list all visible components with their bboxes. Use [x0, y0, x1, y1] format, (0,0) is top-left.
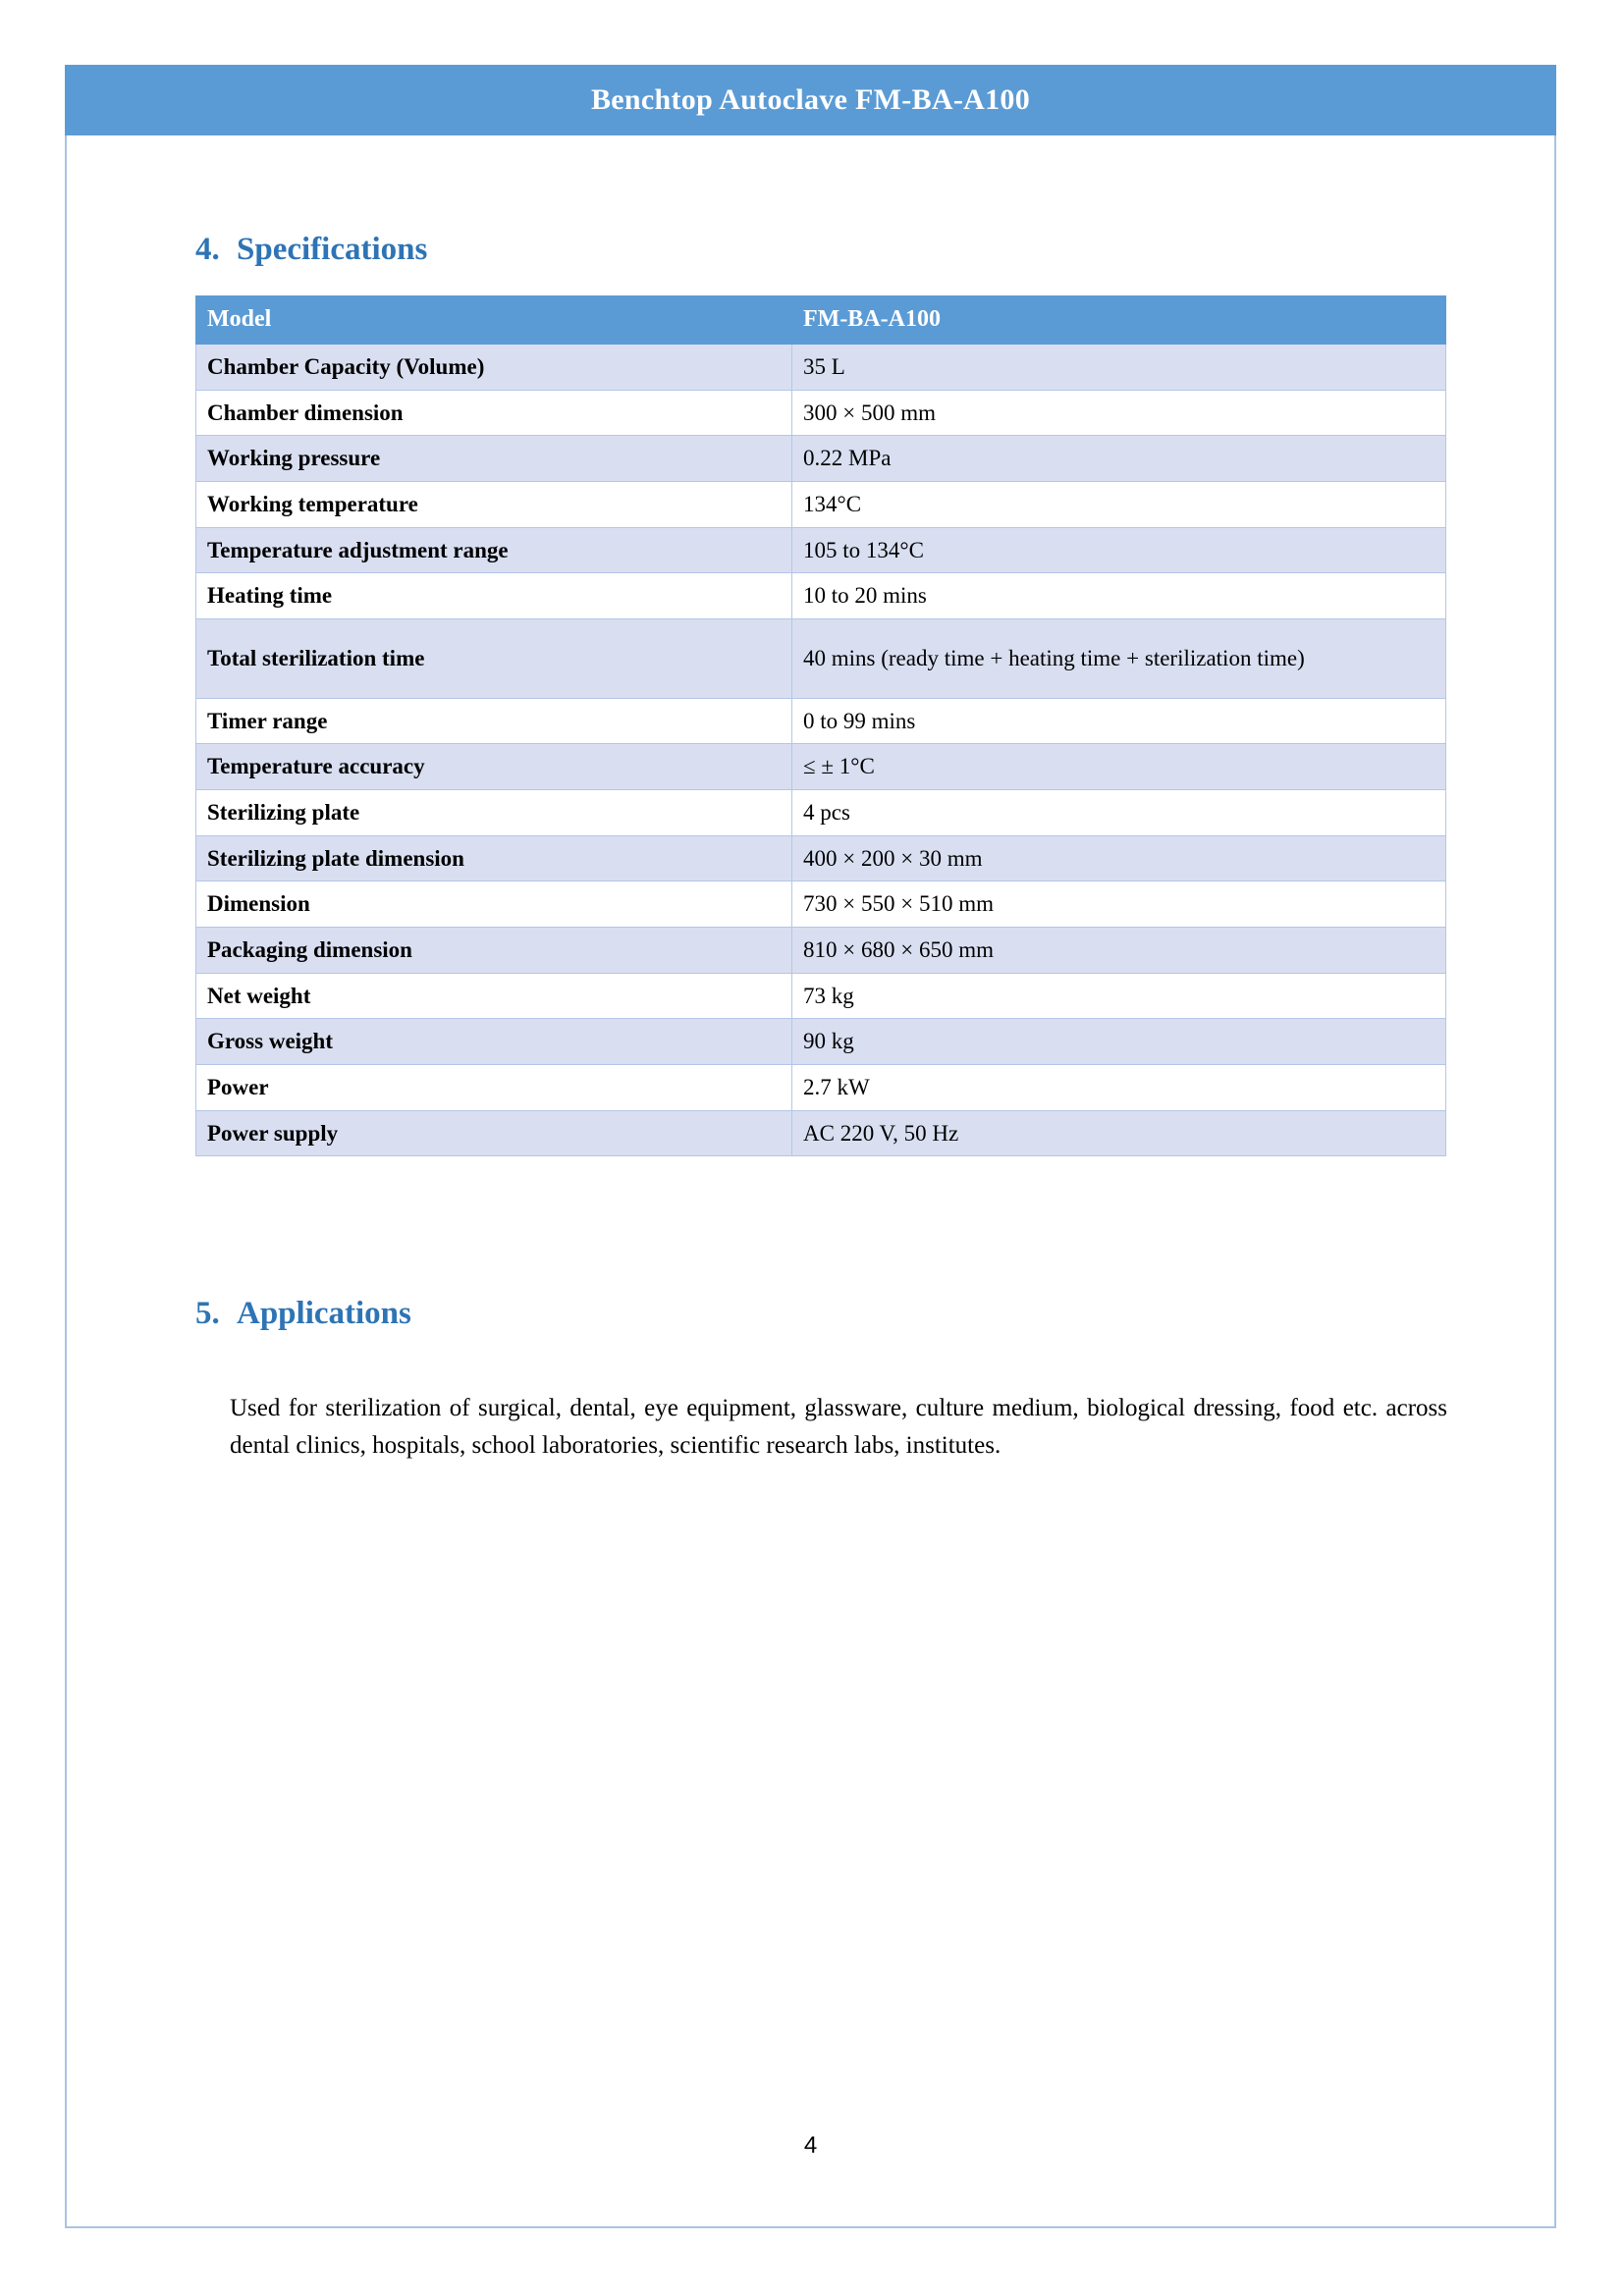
table-row	[196, 527, 1446, 573]
row-value: 4 pcs	[792, 790, 1446, 836]
section-number-specifications: 4.	[195, 232, 220, 267]
row-label: Packaging dimension	[196, 928, 792, 974]
row-value: 10 to 20 mins	[792, 573, 1446, 619]
table-header-label: Model	[196, 296, 792, 345]
row-value: 0 to 99 mins	[792, 698, 1446, 744]
page-content	[65, 135, 1556, 2228]
row-label: Chamber Capacity (Volume)	[196, 345, 792, 391]
table-row	[196, 1110, 1446, 1156]
table-row	[196, 436, 1446, 482]
table-row	[196, 618, 1446, 698]
table-row	[196, 345, 1446, 391]
section-number-applications: 5.	[195, 1296, 220, 1331]
row-label: Timer range	[196, 698, 792, 744]
row-value: AC 220 V, 50 Hz	[792, 1110, 1446, 1156]
row-value: 2.7 kW	[792, 1064, 1446, 1110]
row-label: Total sterilization time	[196, 618, 792, 698]
row-label: Heating time	[196, 573, 792, 619]
section-heading-applications	[195, 1296, 411, 1332]
table-row	[196, 790, 1446, 836]
row-label: Working temperature	[196, 481, 792, 527]
section-title-applications: Applications	[237, 1296, 411, 1331]
row-value: 400 × 200 × 30 mm	[792, 835, 1446, 881]
table-row	[196, 835, 1446, 881]
row-label: Net weight	[196, 973, 792, 1019]
row-label: Gross weight	[196, 1019, 792, 1065]
row-value: 90 kg	[792, 1019, 1446, 1065]
row-value: 134°C	[792, 481, 1446, 527]
table-row	[196, 573, 1446, 619]
row-value: 300 × 500 mm	[792, 390, 1446, 436]
row-label: Temperature adjustment range	[196, 527, 792, 573]
table-row	[196, 973, 1446, 1019]
row-label: Dimension	[196, 881, 792, 928]
table-header-value: FM-BA-A100	[792, 296, 1446, 345]
table-header-row	[196, 296, 1446, 345]
table-row	[196, 744, 1446, 790]
specifications-table	[195, 295, 1446, 1156]
table-row	[196, 928, 1446, 974]
table-row	[196, 390, 1446, 436]
row-value: 73 kg	[792, 973, 1446, 1019]
row-value: 810 × 680 × 650 mm	[792, 928, 1446, 974]
row-label: Sterilizing plate dimension	[196, 835, 792, 881]
row-value: 730 × 550 × 510 mm	[792, 881, 1446, 928]
row-value: 0.22 MPa	[792, 436, 1446, 482]
document-title-banner	[65, 65, 1556, 135]
row-label: Temperature accuracy	[196, 744, 792, 790]
applications-body-text: Used for sterilization of surgical, dental, eye equipment, glassware, culture medium, biological dressing, food etc. across dental clinics, hospitals, school laboratories, scientific research labs, institutes.	[230, 1395, 1447, 1459]
section-heading-specifications	[195, 232, 427, 268]
row-value: 105 to 134°C	[792, 527, 1446, 573]
page-number: 4	[803, 2132, 818, 2159]
table-row	[196, 698, 1446, 744]
row-value: 35 L	[792, 345, 1446, 391]
document-title: Benchtop Autoclave FM-BA-A100	[591, 83, 1030, 116]
section-title-specifications: Specifications	[237, 232, 428, 267]
row-value: ≤ ± 1°C	[792, 744, 1446, 790]
table-row	[196, 1019, 1446, 1065]
row-value: 40 mins (ready time + heating time + sterilization time)	[792, 618, 1446, 698]
row-label: Power supply	[196, 1110, 792, 1156]
table-row	[196, 1064, 1446, 1110]
row-label: Sterilizing plate	[196, 790, 792, 836]
row-label: Working pressure	[196, 436, 792, 482]
table-row	[196, 881, 1446, 928]
table-row	[196, 481, 1446, 527]
row-label: Chamber dimension	[196, 390, 792, 436]
row-label: Power	[196, 1064, 792, 1110]
